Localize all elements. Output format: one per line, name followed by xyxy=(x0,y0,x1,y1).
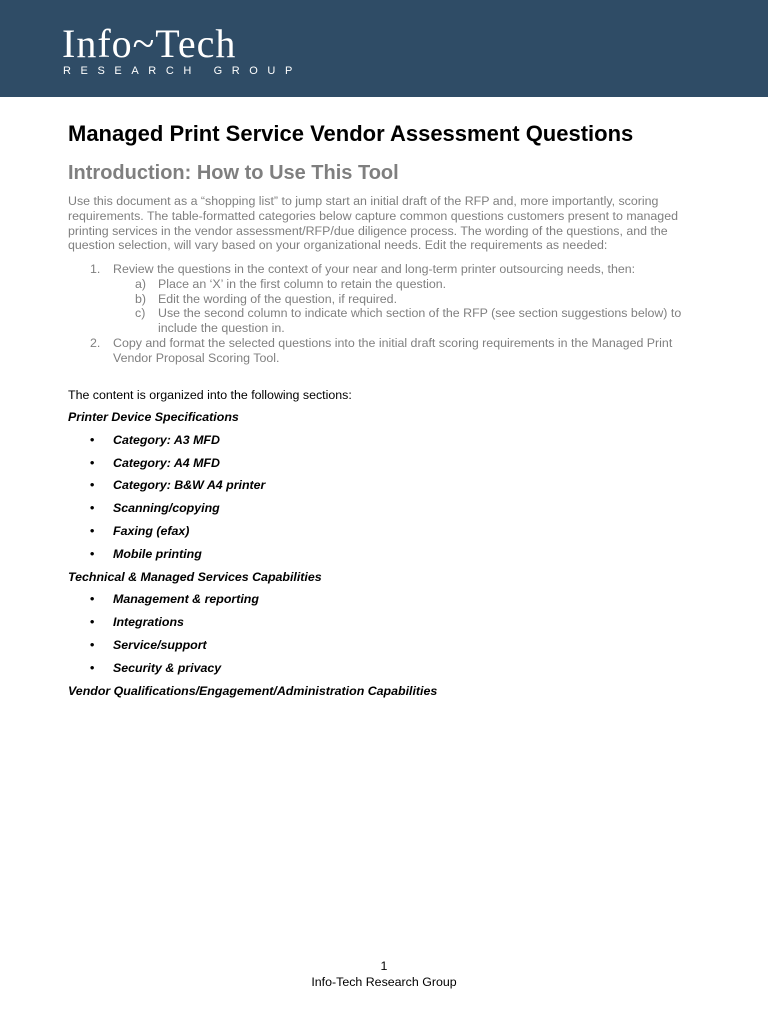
list-item xyxy=(68,501,708,524)
list-item-label: Management & reporting xyxy=(113,592,259,607)
step-text: Copy and format the selected questions into the initial draft scoring requirements in the Managed Print Vendor Proposal Scoring Tool. xyxy=(113,335,673,365)
bullet-icon: • xyxy=(90,432,95,447)
bullet-icon: • xyxy=(90,592,95,607)
content-intro: The content is organized into the following sections: xyxy=(68,388,352,402)
bullet-icon: • xyxy=(90,546,95,561)
bullet-icon: • xyxy=(90,501,95,516)
list-item xyxy=(68,524,708,547)
substep-text: Edit the wording of the question, if required. xyxy=(158,291,398,306)
list-item-label: Service/support xyxy=(113,637,207,652)
list-item xyxy=(68,638,708,661)
intro-paragraph: Use this document as a “shopping list” to jump start an initial draft of the RFP and, more importantly, scoring requirements. The table-formatted categories below capture common questions customers present to managed printing services in the vendor assessment/RFP/due diligence process. The wording of the questions, and the question selection, will vary based on your organizational needs. Edit the requirements as needed: xyxy=(68,194,678,253)
list-item xyxy=(68,615,708,638)
substep-item xyxy=(113,292,696,307)
substep-letter: b) xyxy=(135,291,147,306)
list-item-label: Mobile printing xyxy=(113,546,202,561)
step-item xyxy=(68,336,696,366)
list-item-label: Scanning/copying xyxy=(113,501,220,516)
company-logo: Info~Tech xyxy=(62,21,237,66)
substep-text: Use the second column to indicate which section of the RFP (see section suggestions below) to include the question in. xyxy=(158,306,682,336)
company-logo-subtitle: RESEARCH GROUP xyxy=(63,65,302,77)
section-heading: Printer Device Specifications xyxy=(68,410,239,424)
bullet-icon: • xyxy=(90,637,95,652)
list-item xyxy=(68,661,708,684)
list-item-label: Category: A4 MFD xyxy=(113,455,220,470)
list-item xyxy=(68,456,708,479)
list-item xyxy=(68,592,708,615)
section-heading: Technical & Managed Services Capabilities xyxy=(68,569,322,584)
list-item-label: Integrations xyxy=(113,615,184,630)
substep-letter: c) xyxy=(135,306,146,321)
list-item-label: Category: A3 MFD xyxy=(113,432,220,447)
step-text: Review the questions in the context of your near and long-term printer outsourcing needs, then: xyxy=(113,262,636,276)
list-item-label: Category: B&W A4 printer xyxy=(113,478,266,493)
bullet-icon: • xyxy=(90,478,95,493)
step-item xyxy=(68,262,696,336)
document-title: Managed Print Service Vendor Assessment Questions xyxy=(68,121,634,146)
instruction-steps xyxy=(68,262,696,366)
section-heading: Vendor Qualifications/Engagement/Administration Capabilities xyxy=(68,683,438,698)
substep-item xyxy=(113,306,696,336)
list-item-label: Security & privacy xyxy=(113,660,222,675)
bullet-icon: • xyxy=(90,660,95,675)
header-banner xyxy=(0,0,768,97)
section-list xyxy=(68,410,708,706)
substep-text: Place an ‘X’ in the first column to retain the question. xyxy=(158,276,447,291)
bullet-icon: • xyxy=(90,615,95,630)
list-item xyxy=(68,478,708,501)
footer-company: Info-Tech Research Group xyxy=(311,975,457,989)
bullet-icon: • xyxy=(90,523,95,538)
bullet-icon: • xyxy=(90,455,95,470)
substep-letter: a) xyxy=(135,276,147,291)
list-item xyxy=(68,433,708,456)
list-item xyxy=(68,547,708,570)
intro-heading: Introduction: How to Use This Tool xyxy=(68,162,399,184)
step-number: 2. xyxy=(90,335,101,350)
substep-item xyxy=(113,277,696,292)
page-number: 1 xyxy=(380,959,388,973)
page-footer xyxy=(0,958,768,990)
step-number: 1. xyxy=(90,262,101,276)
list-item-label: Faxing (efax) xyxy=(113,523,190,538)
